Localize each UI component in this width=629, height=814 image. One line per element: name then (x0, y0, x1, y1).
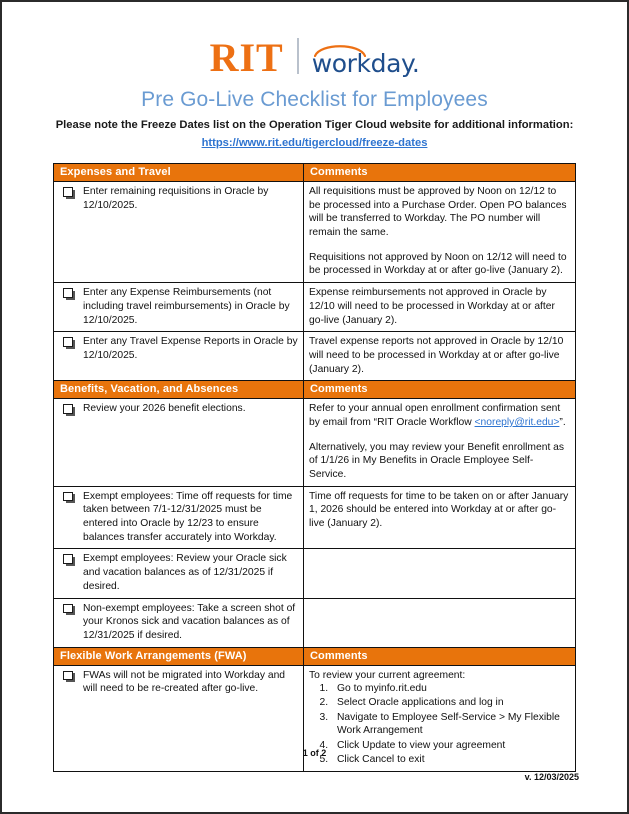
section-title: Flexible Work Arrangements (FWA) (54, 647, 304, 665)
page-number: 1 of 2 (302, 748, 327, 758)
checklist-table (53, 163, 576, 772)
page-title: Pre Go-Live Checklist for Employees (141, 88, 488, 111)
task-cell (54, 182, 304, 283)
task-text: Enter any Expense Reimbursements (not including travel reimbursements) in Oracle by 12/10/2025. (83, 287, 290, 326)
document-sheet (2, 2, 627, 812)
comment-cell (304, 598, 576, 647)
task-cell (54, 549, 304, 598)
comment-text-pre: Refer to your annual open enrollment confirmation sent by email from “RIT Oracle Workflow (309, 403, 561, 428)
task-text: Non-exempt employees: Take a screen shot of your Kronos sick and vacation balances as of 12/31/2025 if desired. (83, 602, 296, 641)
page-footer (26, 748, 603, 782)
comment-text-post: ”. (559, 416, 566, 428)
table-row (54, 399, 576, 486)
rit-workday-logo (26, 28, 603, 80)
comment-paragraph: All requisitions must be approved by Noon on 12/12 to be processed into a Purchase Order. Open PO balances will be transferred to Workday. The PO number will remain the same. (309, 186, 567, 239)
workday-logo-text: workday. (311, 49, 420, 78)
comment-paragraph: Expense reimbursements not approved in Oracle by 12/10 will need to be processed in Workday at or after go-live (January 2). (309, 287, 555, 326)
section-title: Benefits, Vacation, and Absences (54, 381, 304, 399)
comments-header: Comments (304, 164, 576, 182)
freeze-dates-url-line (26, 133, 603, 151)
section-title: Expenses and Travel (54, 164, 304, 182)
comment-paragraph: Requisitions not approved by Noon on 12/12 will need to be processed in Workday at or after go-live (January 2). (309, 251, 567, 277)
paragraph-spacer (309, 240, 570, 251)
table-row (54, 598, 576, 647)
comment-cell (304, 182, 576, 283)
comment-cell (304, 549, 576, 598)
task-cell (54, 332, 304, 381)
list-item: 3. Navigate to Employee Self-Service > My Flexible Work Arrangement (331, 711, 570, 738)
comment-paragraph: To review your current agreement: (309, 669, 466, 681)
table-row (54, 283, 576, 332)
page-subtitle: Please note the Freeze Dates list on the Operation Tiger Cloud website for additional information: (55, 119, 574, 131)
comment-paragraph: Alternatively, you may review your Benefit enrollment as of 1/1/26 in My Benefits in Oracle Employee Self-Service. (309, 441, 565, 480)
task-text: Enter remaining requisitions in Oracle by 12/10/2025. (83, 186, 269, 211)
rit-logo-text: RIT (209, 35, 284, 80)
comment-cell (304, 332, 576, 381)
section-header-expenses-and-travel (54, 164, 576, 182)
comment-paragraph (309, 402, 570, 429)
table-row (54, 549, 576, 598)
noreply-email-link[interactable]: <noreply@rit.edu> (474, 416, 560, 428)
task-text: Exempt employees: Review your Oracle sick and vacation balances as of 12/31/2025 if desired. (83, 553, 287, 592)
workday-arc-icon (314, 41, 366, 57)
table-row (54, 182, 576, 283)
task-cell (54, 598, 304, 647)
comment-cell (304, 283, 576, 332)
task-text: Enter any Travel Expense Reports in Oracle by 12/10/2025. (83, 336, 298, 361)
comment-paragraph: Time off requests for time to be taken on or after January 1, 2026 should be entered into Workday at or after go-live (January 2). (309, 490, 569, 530)
comment-paragraph: Travel expense reports not approved in Oracle by 12/10 will need to be processed in Workday at or after go-live (January 2). (309, 336, 564, 375)
freeze-dates-link[interactable]: https://www.rit.edu/tigercloud/freeze-dates (201, 137, 428, 149)
comments-header: Comments (304, 381, 576, 399)
task-cell (54, 283, 304, 332)
table-row (54, 486, 576, 549)
section-header-benefits-vacation-absences (54, 381, 576, 399)
paragraph-spacer (309, 430, 570, 441)
task-cell (54, 486, 304, 549)
section-header-flexible-work-arrangements (54, 647, 576, 665)
task-text: FWAs will not be migrated into Workday and will need to be re-created after go-live. (83, 669, 286, 695)
logo-divider (297, 38, 299, 74)
list-item: 1. Go to myinfo.rit.edu (331, 682, 570, 696)
comments-header: Comments (304, 647, 576, 665)
list-item: 4. Click Update to view your agreement (331, 739, 570, 753)
workday-logo (312, 41, 420, 76)
version-label: v. 12/03/2025 (524, 772, 579, 782)
comment-cell (304, 399, 576, 486)
comment-cell (304, 486, 576, 549)
task-text: Exempt employees: Time off requests for time taken between 7/1-12/31/2025 must be entered into Oracle by 12/23 to ensure balances transfer accurately into Workday. (83, 490, 293, 543)
table-row (54, 332, 576, 381)
task-cell (54, 399, 304, 486)
list-item: 2. Select Oracle applications and log in (331, 696, 570, 710)
task-text: Review your 2026 benefit elections. (83, 403, 246, 415)
list-item: 5. Click Cancel to exit (331, 753, 570, 767)
